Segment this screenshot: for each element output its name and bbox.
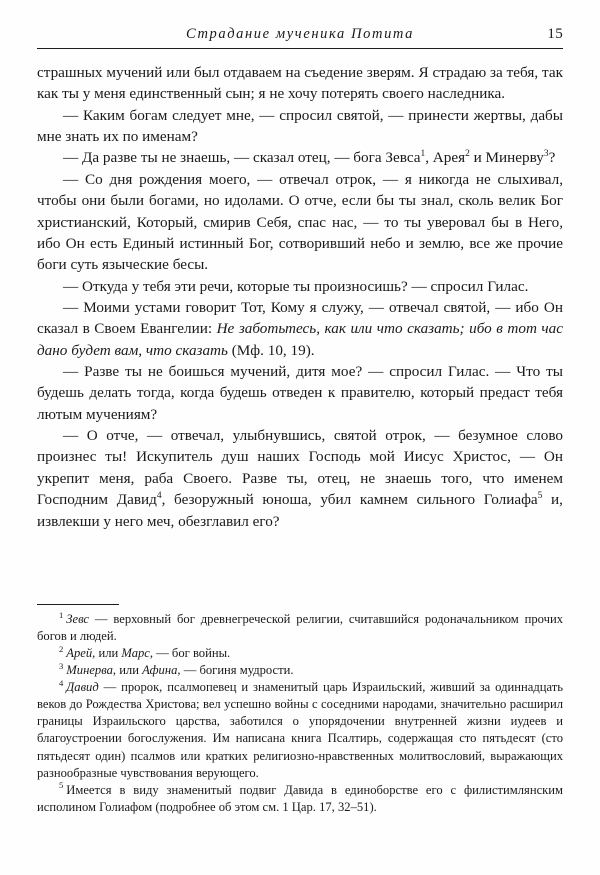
footnote-reference[interactable]: 4 xyxy=(156,491,162,502)
text-run: , безоружный юноша, убил камнем сильного Голиафа xyxy=(161,491,538,509)
footnote-item xyxy=(37,611,563,645)
footnote-text: , — богиня мудрости. xyxy=(177,663,294,678)
footnote-term: Давид xyxy=(66,680,99,695)
body-paragraph xyxy=(37,361,563,425)
footnote-text: — верховный бог древнегреческой религии, считавшийся родоначальником прочих богов и людей. xyxy=(37,612,563,644)
text-run: , Арея xyxy=(425,149,466,167)
footnote-divider xyxy=(37,604,119,605)
text-run: — Разве ты не боишься мучений, дитя мое? — спросил Гилас. — Что ты будешь делать тогда, когда будешь отведен к правителю, который предаст тебя лютым мучениям? xyxy=(37,363,563,423)
footnote-reference[interactable]: 5 xyxy=(537,491,543,502)
footnote-reference[interactable]: 3 xyxy=(543,149,549,160)
footnote-item xyxy=(37,782,563,816)
footnote-item xyxy=(37,662,563,679)
page-number: 15 xyxy=(547,26,563,42)
scripture-quote: Не заботьтесь, как или что сказать; ибо в тот час дано будет вам, что сказать xyxy=(37,320,564,359)
footnote-marker: 5 xyxy=(59,780,64,791)
footnote-reference[interactable]: 1 xyxy=(420,149,426,160)
footnote-marker: 4 xyxy=(59,678,64,689)
footnote-reference[interactable]: 2 xyxy=(465,149,470,160)
footnote-marker: 3 xyxy=(59,661,64,671)
text-run: — Да разве ты не знаешь, — сказал отец, — бога Зевса xyxy=(63,149,421,167)
text-run: — О отче, — отвечал, улыбнувшись, святой отрок, — безумное слово произнес ты! Искупитель душ наших Господь мой Иисус Христос, — Он укрепит меня, раба Своего. Разве ты, отец, не знаешь того, что именем Господним Давид xyxy=(37,427,563,509)
running-title: Страдание мученика Потита xyxy=(185,26,415,42)
text-run: — Моими устами говорит Тот, Кому я служу, — отвечал святой, — ибо Он сказал в Своем Евангелии: xyxy=(37,298,563,338)
body-paragraph xyxy=(37,297,563,361)
text-run: — Со дня рождения моего, — отвечал отрок, — я никогда не слыхивал, чтобы они были богами, но идолами. О отче, если бы ты знал, сколь велик Бог христианский, Который, смирив Себя, спас нас, — то ты уверовал бы в Него, ибо Он есть Единый истинный Бог, сотворивший небо и землю, все же прочие боги суть языческие бесы. xyxy=(37,170,563,274)
header-row xyxy=(37,26,563,43)
footnote-term: Зевс xyxy=(66,612,89,626)
body-paragraph xyxy=(37,276,563,297)
footnote-text: Имеется в виду знаменитый подвиг Давида в единоборстве его с филистимлянским исполином Голиафом (подробнее об этом см. 1 Цар. 17, 32–51). xyxy=(37,782,563,814)
footnote-marker: 1 xyxy=(59,609,64,620)
body-paragraph xyxy=(37,169,563,276)
text-run: страшных мучений или был отдаваем на съедение зверям. Я страдаю за тебя, так как ты у меня единственный сын; я не хочу потерять своего наследника. xyxy=(37,64,563,103)
body-paragraph xyxy=(37,62,563,105)
page-header xyxy=(37,0,563,46)
text-run: — Каким богам следует мне, — спросил святой, — принести жертвы, дабы мне знать их по именам? xyxy=(37,106,563,146)
footnote-list xyxy=(37,611,563,816)
footnote-term-alt: Афина xyxy=(142,663,178,678)
footnote-marker: 2 xyxy=(59,643,64,654)
footnote-item xyxy=(37,679,563,781)
footnote-term: Минерва xyxy=(66,663,113,678)
text-run: ? xyxy=(548,149,556,167)
footnote-text: , или xyxy=(112,663,143,678)
header-divider xyxy=(37,48,563,49)
footnote-term-alt: Марс xyxy=(121,646,150,661)
footnotes-section xyxy=(37,604,563,816)
body-text xyxy=(37,62,563,532)
text-run: и, извлекши у него меч, обезглавил его? xyxy=(37,491,563,530)
text-run: и Минерву xyxy=(469,149,544,167)
text-run: — Откуда у тебя эти речи, которые ты произносишь? — спросил Гилас. xyxy=(63,277,529,295)
footnote-item xyxy=(37,645,563,662)
body-paragraph xyxy=(37,147,563,168)
footnote-text: — пророк, псалмопевец и знаменитый царь Израильский, живший за одиннадцать веков до Рождества Христова; вел успешно войны с соседними народами, значительно расширил границы Израильского царства, заботился о упорядочении внутренней жизни иудеев и благоустроении богослужения. Им написана книга Псалтирь, содержащая сто пятьдесят (сто пятьдесят один) псалмов или кратких религиозно-нравственных молитвословий, выражающих разнообразные чувствования верующего. xyxy=(37,680,563,780)
footnote-text: , — бог войны. xyxy=(149,646,231,661)
body-paragraph xyxy=(37,425,563,532)
body-paragraph xyxy=(37,105,563,148)
footnote-text: , или xyxy=(92,646,122,661)
footnote-term: Арей xyxy=(66,646,93,661)
text-run: (Мф. 10, 19). xyxy=(227,341,315,359)
